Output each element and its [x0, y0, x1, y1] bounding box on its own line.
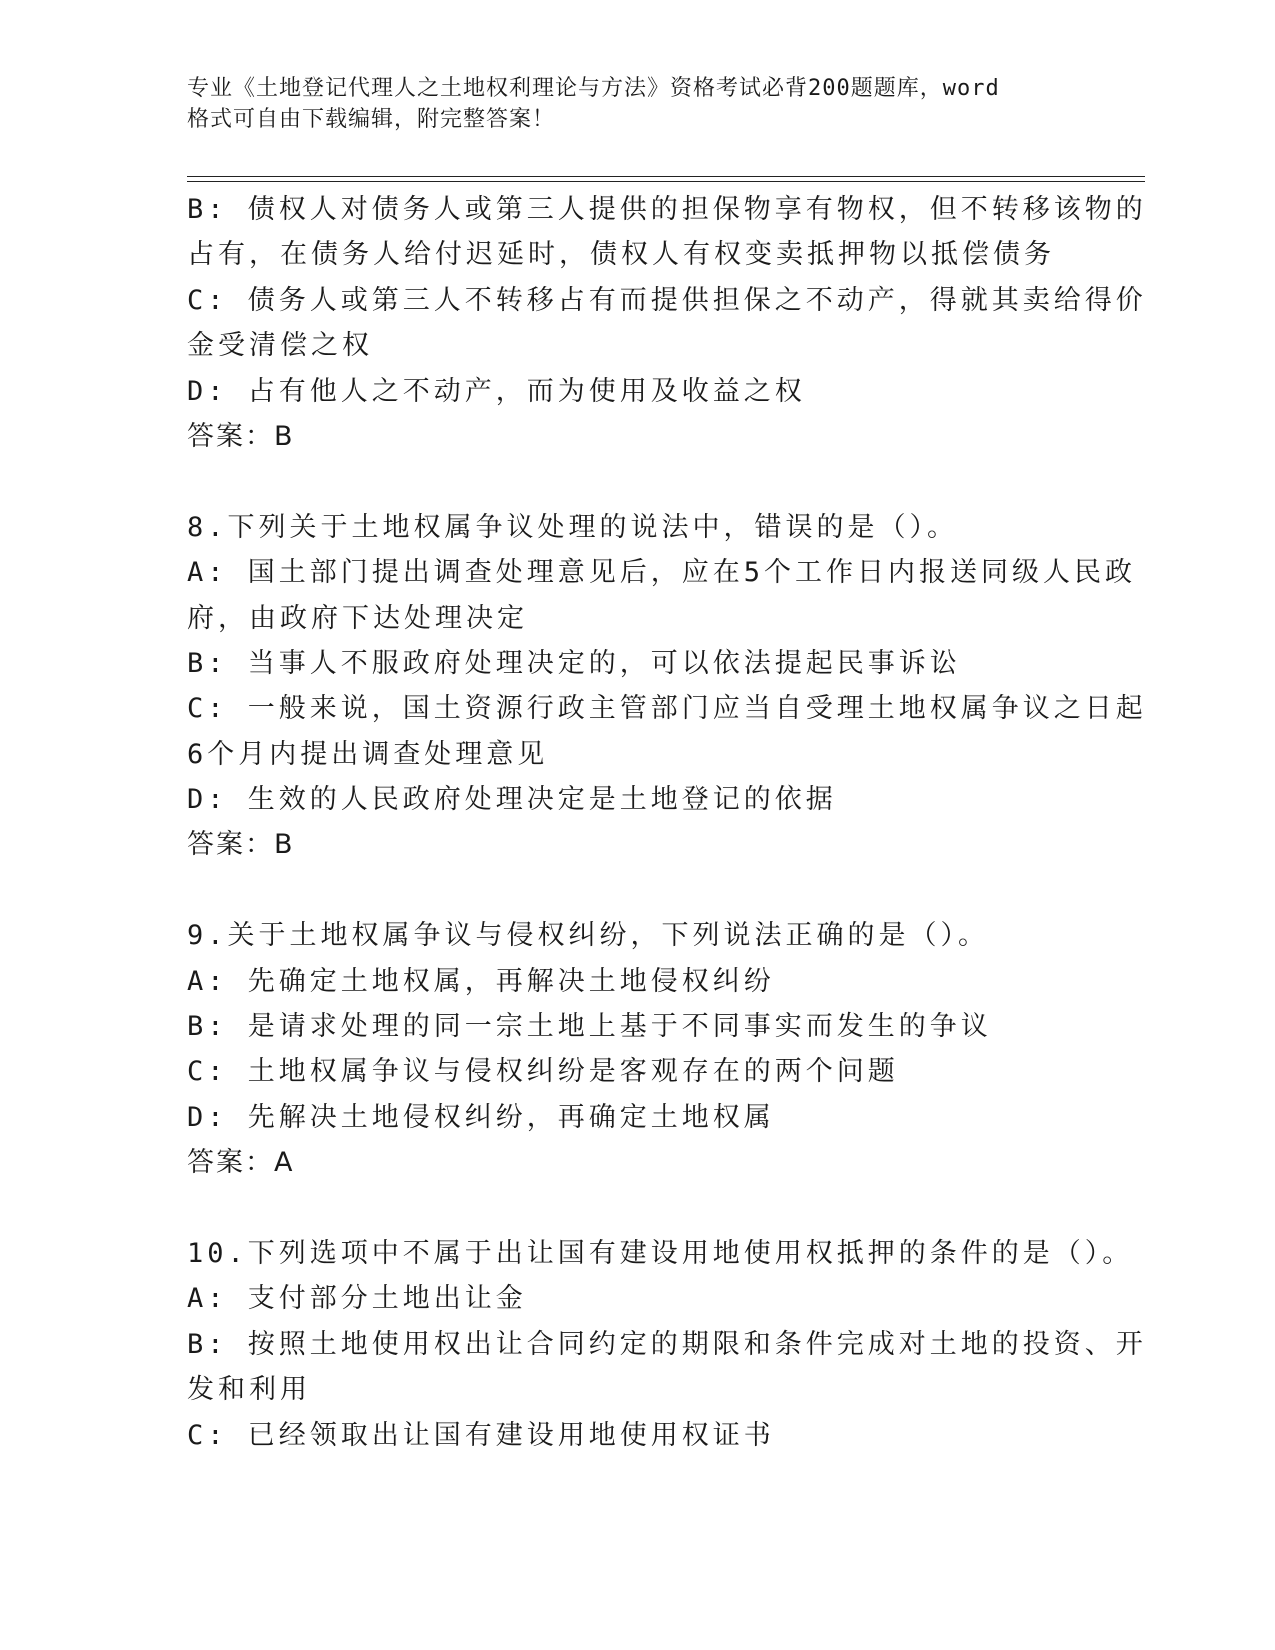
q7-option-b-line-2: 占有，在债务人给付迟延时，债权人有权变卖抵押物以抵偿债务: [187, 239, 1055, 271]
q7-option-b-line-1: B: 债权人对债务人或第三人提供的担保物享有物权，但不转移该物的: [187, 194, 1147, 225]
q7-option-c-line-1: C: 债务人或第三人不转移占有而提供担保之不动产，得就其卖给得价: [187, 284, 1147, 316]
q7-option-d: D: 占有他人之不动产，而为使用及收益之权: [187, 375, 806, 407]
q9-option-c: C: 土地权属争议与侵权纠纷是客观存在的两个问题: [187, 1056, 899, 1088]
q8-answer: 答案：B: [187, 829, 295, 861]
header-title-line-1: 专业《土地登记代理人之土地权利理论与方法》资格考试必背200题题库，word: [187, 76, 1000, 101]
q10-option-c: C: 已经领取出让国有建设用地使用权证书: [187, 1419, 775, 1451]
header-rule-top: [187, 176, 1145, 177]
spacer: [187, 1186, 1087, 1231]
q8-option-c-line-1: C: 一般来说，国土资源行政主管部门应当自受理土地权属争议之日起: [187, 693, 1147, 725]
q9-question: 9.关于土地权属争议与侵权纠纷，下列说法正确的是（）。: [187, 920, 990, 952]
document-header: [187, 73, 1067, 135]
header-title-line-2: 格式可自由下载编辑，附完整答案！: [187, 107, 556, 132]
q10-question: 10.下列选项中不属于出让国有建设用地使用权抵押的条件的是（）。: [187, 1237, 1134, 1269]
q10-option-a: A: 支付部分土地出让金: [187, 1283, 527, 1315]
q7-option-c-line-2: 金受清偿之权: [187, 330, 373, 362]
q7-answer: 答案：B: [187, 420, 295, 452]
spacer: [187, 459, 1087, 504]
q10-option-b-line-2: 发和利用: [187, 1374, 311, 1406]
header-rule-bottom: [187, 181, 1145, 182]
q8-option-a-line-1: A: 国土部门提出调查处理意见后，应在5个工作日内报送同级人民政: [187, 557, 1137, 589]
q10-option-b-line-1: B: 按照土地使用权出让合同约定的期限和条件完成对土地的投资、开: [187, 1328, 1147, 1360]
q8-option-b: B: 当事人不服政府处理决定的，可以依法提起民事诉讼: [187, 647, 961, 679]
q8-option-d: D: 生效的人民政府处理决定是土地登记的依据: [187, 784, 837, 816]
q8-option-a-line-2: 府，由政府下达处理决定: [187, 602, 528, 634]
q9-answer: 答案：A: [187, 1147, 295, 1179]
q9-option-b: B: 是请求处理的同一宗土地上基于不同事实而发生的争议: [187, 1011, 992, 1043]
spacer: [187, 868, 1087, 913]
q9-option-d: D: 先解决土地侵权纠纷，再确定土地权属: [187, 1101, 775, 1133]
document-body: [187, 187, 1147, 1458]
q9-option-a: A: 先确定土地权属，再解决土地侵权纠纷: [187, 965, 775, 997]
q8-option-c-line-2: 6个月内提出调查处理意见: [187, 738, 549, 770]
q8-question: 8.下列关于土地权属争议处理的说法中，错误的是（）。: [187, 511, 959, 543]
